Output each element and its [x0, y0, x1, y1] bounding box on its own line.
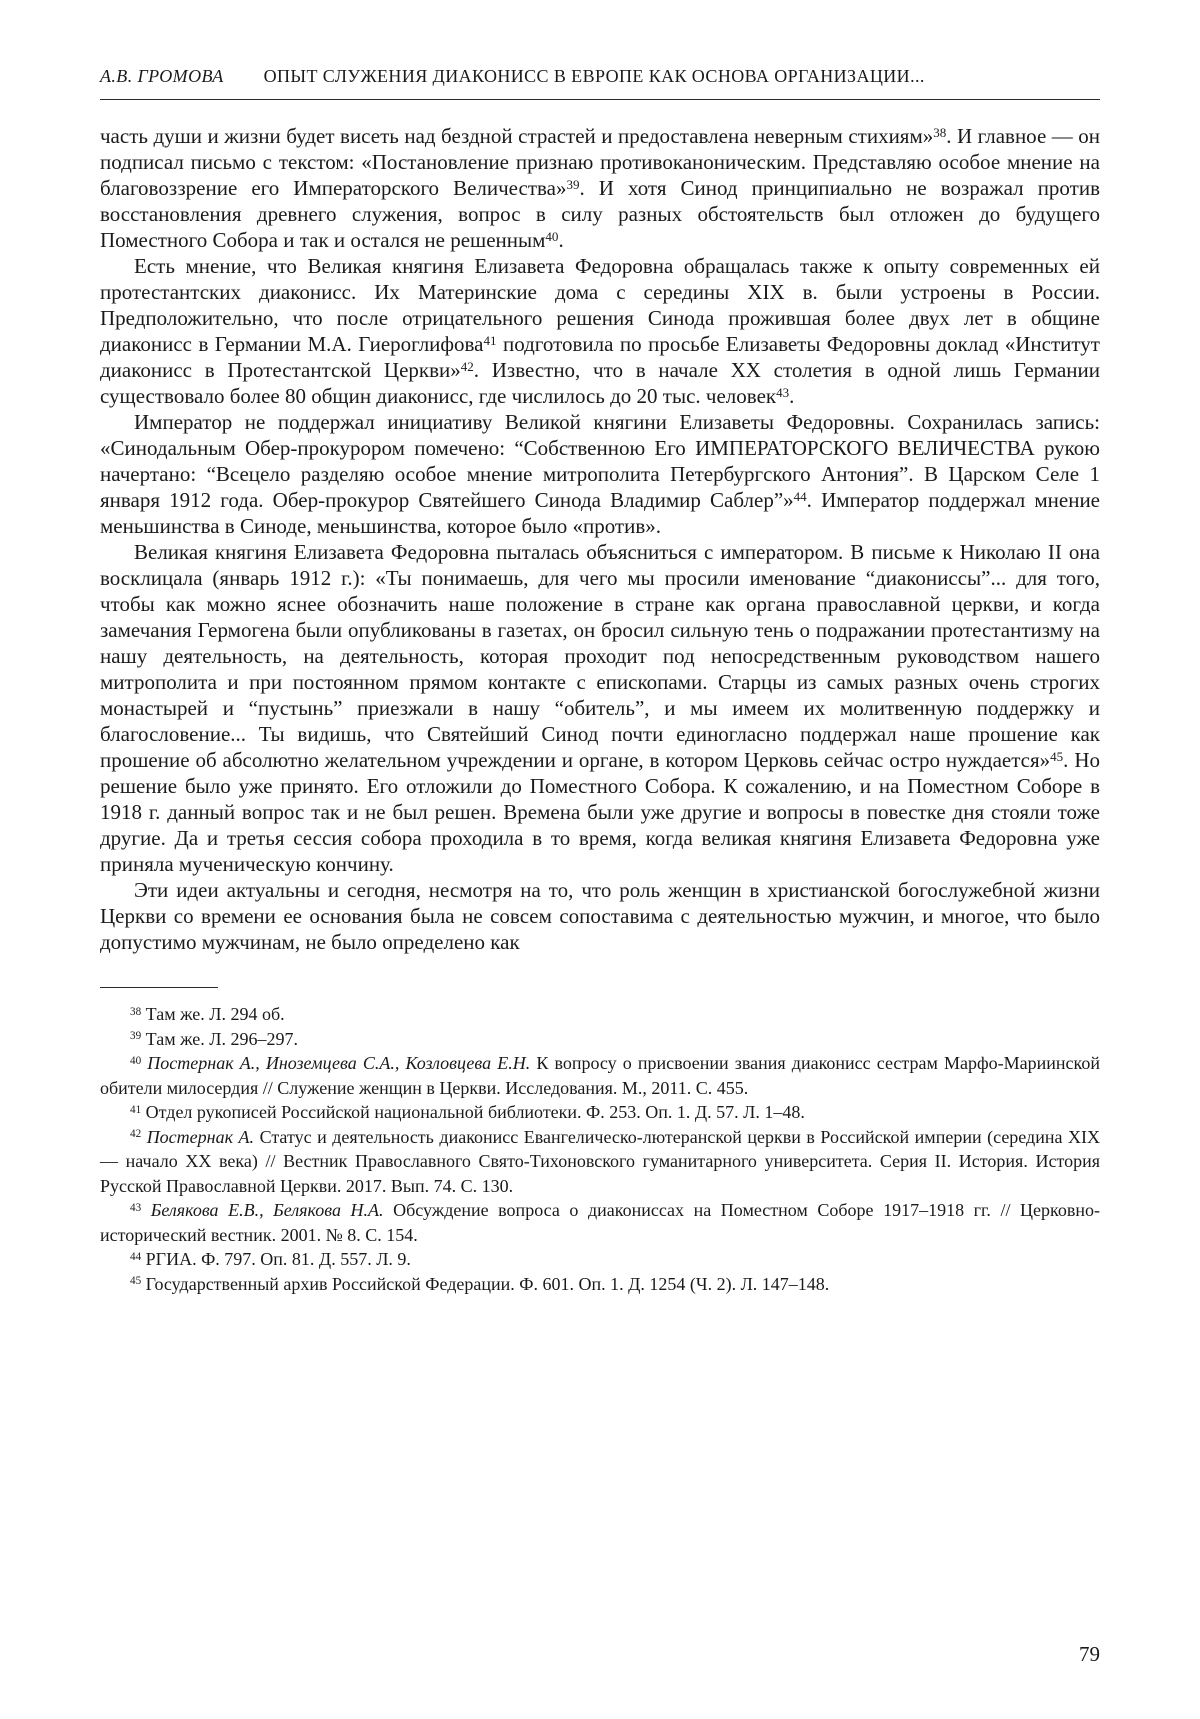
footnote-number: 41	[130, 1103, 142, 1116]
italic-citation-authors: Постернак А., Иноземцева С.А., Козловцева Е.Н.	[147, 1053, 531, 1073]
footnote-separator-rule	[100, 987, 218, 988]
footnote: $^{43}$ Белякова Е.В., Белякова Н.А. Обсуждение вопроса о диакониссах на Поместном Соборе 1917–1918 гг. // Церковно-исторический вестник. 2001. № 8. С. 154.	[100, 1200, 1100, 1245]
footnote-number: 38	[130, 1005, 142, 1018]
footnote-marker: 38	[933, 124, 947, 140]
italic-citation-authors: Белякова Е.В., Белякова Н.А.	[150, 1200, 384, 1220]
running-head-author: А.В. ГРОМОВА	[100, 66, 224, 86]
body-paragraph: Великая княгиня Елизавета Федоровна пыталась объясниться с императором. В письме к Николаю II она восклицала (январь 1912 г.): «Ты понимаешь, для чего мы просили именование “диакониссы”... для того, чтобы как можно яснее обозначить наше положение в стране как органа православной церкви, и когда замечания Гермогена были опубликованы в газетах, он бросил сильную тень о подражании протестантизму на нашу деятельность, на деятельность, которая проходит под непосредственным руководством нашего митрополита и при постоянном прямом контакте с епископами. Старцы из самых разных очень строгих монастырей и “пустынь” приезжали в нашу “обитель”, и мы имеем их молитвенную поддержку и благословение... Ты видишь, что Святейший Синод почти единогласно поддержал наше прошение как прошение об абсолютно желательном учреждении и органе, в котором Церковь сейчас остро нуждается»$^{45}$. Но решение было уже принято. Его отложили до Поместного Собора. К сожалению, и на Поместном Соборе в 1918 г. данный вопрос так и не был решен. Времена были уже другие и вопросы в повестке дня стояли тоже другие. Да и третья сессия собора проходила в то время, когда великая княгиня Елизавета Федоровна уже приняла мученическую кончину.	[100, 540, 1100, 876]
footnote-number: 40	[130, 1054, 142, 1067]
footnote-marker: 39	[566, 176, 580, 192]
footnote-marker: 45	[1050, 748, 1064, 764]
footnote-marker: 40	[545, 228, 559, 244]
footnote-number: 42	[130, 1128, 142, 1141]
body-paragraph: Есть мнение, что Великая княгиня Елизавета Федоровна обращалась также к опыту современных ей протестантских диаконисс. Их Материнские дома с середины XIX в. были устроены в России. Предположительно, что после отрицательного решения Синода прожившая более двух лет в общине диаконисс в Германии М.А. Гиероглифова$^{41}$ подготовила по просьбе Елизаветы Федоровны доклад «Институт диаконисс в Протестантской Церкви»$^{42}$. Известно, что в начале XX столетия в одной лишь Германии существовало более 80 общин диаконисс, где числилось до 20 тыс. человек$^{43}$.	[100, 254, 1101, 408]
footnote: $^{44}$ РГИА. Ф. 797. Оп. 81. Д. 557. Л. 9.	[130, 1249, 411, 1269]
footnote: $^{39}$ Там же. Л. 296–297.	[130, 1028, 298, 1049]
footnote-number: 39	[130, 1030, 142, 1043]
footnote-number: 43	[130, 1201, 142, 1214]
footnote: $^{40}$ Постернак А., Иноземцева С.А., Козловцева Е.Н. К вопросу о присвоении звания диаконисс сестрам Марфо-Мариинской обители милосердия // Служение женщин в Церкви. Исследования. М., 2011. С. 455.	[100, 1053, 1100, 1098]
page-number: 79	[1079, 1642, 1100, 1666]
footnote: $^{38}$ Там же. Л. 294 об.	[130, 1004, 285, 1024]
footnote-number: 45	[130, 1275, 142, 1288]
footnote: $^{42}$ Постернак А. Статус и деятельность диаконисс Евангелическо-лютеранской церкви в Российской империи (середина XIX — начало XX века) // Вестник Православного Свято-Тихоновского гуманитарного университета. Серия II. История. История Русской Православной Церкви. 2017. Вып. 74. С. 130.	[100, 1126, 1100, 1196]
footnote: $^{41}$ Отдел рукописей Российской национальной библиотеки. Ф. 253. Оп. 1. Д. 57. Л. 1–48.	[130, 1102, 805, 1122]
running-head-title: ОПЫТ СЛУЖЕНИЯ ДИАКОНИСС В ЕВРОПЕ КАК ОСНОВА ОРГАНИЗАЦИИ...	[263, 66, 925, 86]
footnote-number: 44	[130, 1250, 142, 1263]
footnote-marker: 42	[460, 358, 474, 374]
body-paragraph: часть души и жизни будет висеть над бездной страстей и предоставлена неверным стихиям»$^{38}$. И главное — он подписал письмо с текстом: «Постановление признаю противоканоническим. Представляю особое мнение на благовоззрение его Императорского Величества»$^{39}$. И хотя Синод принципиально не возражал против восстановления древнего служения, вопрос в силу разных обстоятельств был отложен до будущего Поместного Собора и так и остался не решенным$^{40}$.	[100, 124, 1100, 252]
footnote-marker: 43	[776, 384, 790, 400]
footnote-marker: 41	[483, 332, 497, 348]
body-text	[100, 123, 1100, 955]
footnote: $^{45}$ Государственный архив Российской Федерации. Ф. 601. Оп. 1. Д. 1254 (Ч. 2). Л. 147–148.	[130, 1273, 830, 1294]
italic-citation-authors: Постернак А.	[146, 1126, 255, 1147]
body-paragraph: Император не поддержал инициативу Великой княгини Елизаветы Федоровны. Сохранилась запись: «Синодальным Обер-прокурором помечено: “Собственною Его ИМПЕРАТОРСКОГО ВЕЛИЧЕСТВА рукою начертано: “Всецело разделяю особое мнение митрополита Петербургского Антония”. В Царском Селе 1 января 1912 года. Обер-прокурор Святейшего Синода Владимир Саблер”»$^{44}$. Император поддержал мнение меньшинства в Синоде, меньшинства, которое было «против».	[100, 410, 1100, 538]
footnotes	[100, 1002, 1100, 1296]
body-paragraph: Эти идеи актуальны и сегодня, несмотря на то, что роль женщин в христианской богослужебной жизни Церкви со времени ее основания была не совсем сопоставима с деятельностью мужчин, и многое, что было допустимо мужчинам, не было определено как	[100, 878, 1100, 954]
footnote-marker: 44	[793, 488, 807, 504]
running-head	[100, 66, 1100, 100]
